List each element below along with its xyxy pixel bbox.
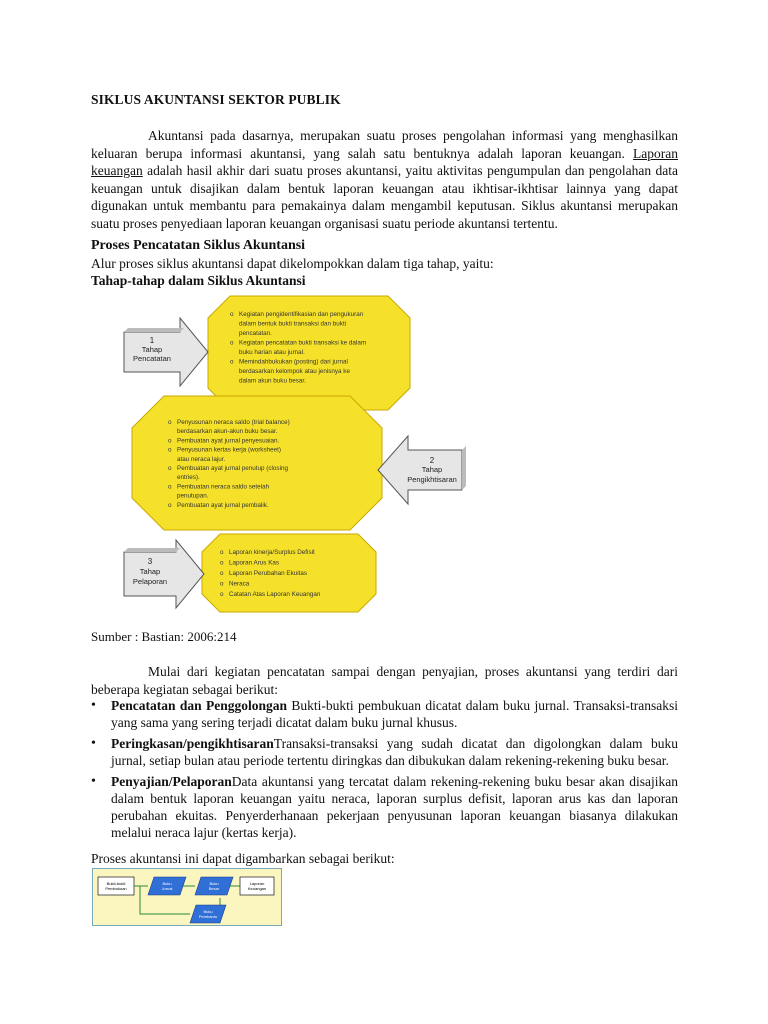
stage-item-text: entries). xyxy=(177,474,200,482)
stage-item-text: Memindahbukukan (posting) dari jurnal xyxy=(239,358,348,366)
stage2-number: 2 xyxy=(429,456,435,465)
bullet-icon: o xyxy=(220,559,224,567)
bullet-icon: o xyxy=(168,465,172,472)
stage1-label-line2: Pencatatan xyxy=(133,354,171,363)
bullet-icon: o xyxy=(168,446,172,454)
stage-item-text: Penyusunan neraca saldo (trial balance) xyxy=(177,419,290,426)
stage-item-text: Pembuatan ayat jurnal penutup (closing xyxy=(177,465,288,472)
bullet-icon: • xyxy=(91,736,96,751)
stage-item-text: Kegiatan pengidentifikasian dan pengukuran xyxy=(239,311,364,318)
stage3-number: 3 xyxy=(147,557,153,566)
stage-item-text: penutupan. xyxy=(177,492,209,500)
closing-line: Proses akuntansi ini dapat digambarkan sebagai berikut: xyxy=(91,851,395,866)
stage2-label-line1: Tahap xyxy=(421,465,443,474)
stage3-label-line1: Tahap xyxy=(139,567,161,576)
bullet-icon: o xyxy=(220,580,224,588)
list-item-text: Transaksi-transaksi yang sudah dicatat dan digolongkan dalam buku jurnal, setiap bulan atau periode tertentu diringkas dan dibukukan dalam rekening-rekening buku besar. xyxy=(111,736,678,768)
stage1-number: 1 xyxy=(149,336,155,345)
stage2-arrow xyxy=(378,436,462,504)
flow-para-pembantu-line2: Pembantu xyxy=(198,914,218,919)
stage-item-text: dalam bentuk bukti transaksi dan bukti xyxy=(239,320,347,328)
stage-item-text: Pembuatan ayat jurnal pembalik. xyxy=(177,501,269,509)
stage-item-text: dalam akun buku besar. xyxy=(239,377,306,385)
stage2-octagon xyxy=(132,396,382,530)
bullet-icon: o xyxy=(230,358,234,366)
stage1-label-line1: Tahap xyxy=(141,345,163,354)
stage-item-text: Laporan kinerja/Surplus Defisit xyxy=(229,549,315,556)
list-item xyxy=(91,735,678,769)
list-item xyxy=(91,697,678,731)
bullet-icon: o xyxy=(230,311,234,318)
flow-para-besar-line2: Besar xyxy=(208,886,220,891)
flow-box-bukti-line1: Bukti-bukti xyxy=(106,881,126,886)
accounting-flow-diagram xyxy=(92,868,282,926)
bullet-icon: o xyxy=(168,437,172,445)
process-paragraph xyxy=(91,663,678,698)
list-item-text: Data akuntansi yang tercatat dalam rekening-rekening buku besar akan disajikan dalam bentuk laporan keuangan yaitu neraca, laporan surplus defisit, laporan arus kas dan laporan perubahan ekuitas. Penyerderhanaan pekerjaan penyusunan laporan keuangan biasanya dilakukan melalui neraca lajur (kertas kerja). xyxy=(111,774,678,840)
intro-text-2: adalah hasil akhir dari suatu proses akuntansi, yaitu aktivitas pengumpulan dan pengolahan data keuangan untuk disajikan dalam bentuk laporan keuangan atau ikhtisar-ikhtisar lainnya yang dapat digunakan untuk membantu para pemakainya dalam mengambil keputusan. Siklus akuntansi merupakan suatu proses penyediaan laporan keuangan organisasi suatu periode akuntansi tertentu. xyxy=(91,163,678,231)
bullet-icon: o xyxy=(220,570,224,577)
flow-box-bukti-line2: Pembukuan xyxy=(105,886,127,891)
stage-item-text: berdasarkan akun-akun buku besar. xyxy=(177,428,278,436)
stage2-label-line2: Pengikhtisaran xyxy=(407,475,457,484)
activity-list xyxy=(91,697,678,845)
section-heading: Proses Pencatatan Siklus Akuntansi xyxy=(91,238,306,253)
list-item-term: Peringkasan/pengikhtisaran xyxy=(111,736,274,751)
list-item xyxy=(91,773,678,841)
stage3-label-line2: Pelaporan xyxy=(132,577,168,586)
source-citation: Sumber : Bastian: 2006:214 xyxy=(91,629,237,644)
bullet-icon: • xyxy=(91,698,96,713)
stage-item-text: Pembuatan neraca saldo setelah xyxy=(177,483,270,491)
flow-para-pembantu-line1: Buku xyxy=(203,909,213,914)
bullet-icon: o xyxy=(168,419,172,426)
flow-para-besar-line1: Buku xyxy=(209,881,219,886)
stage-item-text: atau neraca lajur. xyxy=(177,455,226,463)
flow-para-jurnal-line2: Jurnal xyxy=(161,886,173,891)
stage-item-text: buku harian atau jurnal. xyxy=(239,349,305,356)
stage-item-text: berdasarkan kelompok atau jenisnya ke xyxy=(239,368,350,375)
flow-box-laporan-line1: Laporan xyxy=(249,881,265,886)
bullet-icon: o xyxy=(220,549,224,556)
stage-item-text: Catatan Atas Laporan Keuangan xyxy=(229,591,321,598)
document-title: SIKLUS AKUNTANSI SEKTOR PUBLIK xyxy=(91,92,341,107)
laporan-keuangan-link[interactable]: Laporan keuangan xyxy=(91,145,678,178)
flow-para-jurnal-line1: Buku xyxy=(162,881,172,886)
stage-item-text: Neraca xyxy=(229,580,250,588)
list-item-term: Pencatatan dan Penggolongan xyxy=(111,698,288,713)
stage-item-text: Pembuatan ayat jurnal penyesuaian. xyxy=(177,437,280,445)
bullet-icon: • xyxy=(91,774,96,789)
list-item-term: Penyajian/Pelaporan xyxy=(111,774,232,789)
intro-paragraph xyxy=(91,127,678,232)
bullet-icon: o xyxy=(220,591,224,598)
bullet-icon: o xyxy=(168,501,172,509)
list-item-text: Bukti-bukti pembukuan dicatat dalam buku jurnal. Transaksi-transaksi yang sama yang sering terjadi dicatat dalam buku jurnal khusus. xyxy=(111,698,678,730)
stage-item-text: pencatatan. xyxy=(239,330,272,337)
stage-item-text: Penyusunan kertas kerja (worksheet) xyxy=(177,446,281,454)
accounting-cycle-diagram xyxy=(120,288,475,618)
sub-heading: Tahap-tahap dalam Siklus Akuntansi xyxy=(91,273,306,288)
stage-item-text: Laporan Arus Kas xyxy=(229,559,280,567)
bullet-icon: o xyxy=(168,483,172,491)
stage-item-text: Laporan Perubahan Ekuitas xyxy=(229,570,308,577)
intro-text-1: Akuntansi pada dasarnya, merupakan suatu proses pengolahan informasi yang menghasilkan keluaran berupa informasi akuntansi, yang salah satu bentuknya adalah laporan keuangan. xyxy=(91,128,678,161)
section-intro-line: Alur proses siklus akuntansi dapat dikelompokkan dalam tiga tahap, yaitu: xyxy=(91,256,494,271)
bullet-icon: o xyxy=(230,339,234,347)
flow-box-laporan-line2: Keuangan xyxy=(247,886,267,891)
stage-item-text: Kegiatan pencatatan bukti transaksi ke dalam xyxy=(239,339,367,347)
process-paragraph-text: Mulai dari kegiatan pencatatan sampai dengan penyajian, proses akuntansi yang terdiri dari beberapa kegiatan sebagai berikut: xyxy=(91,664,678,697)
